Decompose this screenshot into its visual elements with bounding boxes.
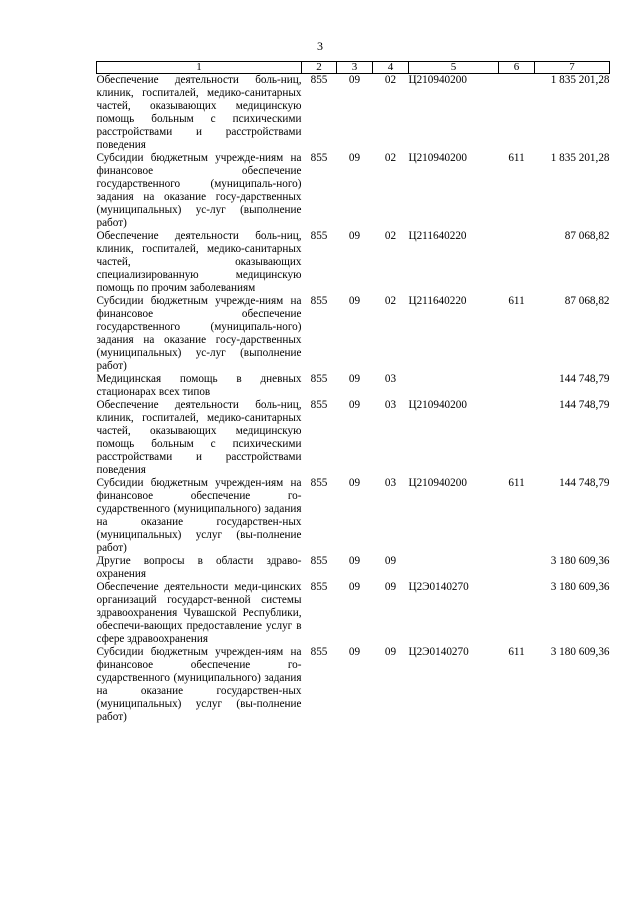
ministry-code: 855 — [310, 74, 328, 86]
subsection-code: 03 — [384, 399, 397, 411]
section-code: 09 — [348, 152, 361, 164]
expense-type-code: 611 — [508, 646, 525, 658]
amount: 87 068,82 — [564, 230, 610, 242]
ministry-code: 855 — [310, 152, 328, 164]
target-article-code: Ц210940200 — [408, 152, 467, 164]
table-row — [97, 581, 610, 646]
expense-type-code — [499, 373, 535, 399]
section-code: 09 — [348, 295, 361, 307]
amount: 87 068,82 — [564, 295, 610, 307]
target-article-code: Ц210940200 — [408, 399, 467, 411]
amount: 144 748,79 — [559, 399, 610, 411]
column-header-7: 7 — [535, 62, 610, 74]
amount: 144 748,79 — [559, 477, 610, 489]
ministry-code: 855 — [310, 646, 328, 658]
table-row — [97, 477, 610, 555]
section-code: 09 — [348, 646, 361, 658]
subsection-code: 09 — [384, 581, 397, 593]
row-name: Субсидии бюджетным учрежден-иям на финансовое обеспечение го-сударственного (муниципального) задания на оказание государствен-ных (муниципальных) услуг (вы-полнение работ) — [96, 646, 302, 723]
table-row — [97, 295, 610, 373]
column-header-3: 3 — [337, 62, 373, 74]
expense-type-code — [499, 74, 535, 153]
table-row — [97, 230, 610, 295]
table-row — [97, 373, 610, 399]
row-name: Обеспечение деятельности меди-цинских организаций государст-венной системы здравоохранения Чувашской Республики, обеспечи-вающих предоставление услуг в сфере здравоохранения — [96, 581, 302, 645]
section-code: 09 — [348, 74, 361, 86]
subsection-code: 09 — [384, 646, 397, 658]
expense-type-code: 611 — [508, 477, 525, 489]
table-row — [97, 152, 610, 230]
target-article-code: Ц210940200 — [408, 74, 467, 86]
target-article-code: Ц2Э0140270 — [408, 646, 469, 658]
subsection-code: 03 — [384, 373, 397, 385]
row-name: Обеспечение деятельности боль-ниц, клиник, госпиталей, медико-санитарных частей, оказывающих медицинскую помощь больным с психическими расстройствами и расстройствами поведения — [96, 74, 302, 151]
row-name: Субсидии бюджетным учрежде-ниям на финансовое обеспечение государственного (муниципаль-ного) задания на оказание госу-дарственных (муниципальных) ус-луг (выполнение работ) — [96, 295, 302, 372]
ministry-code: 855 — [310, 295, 328, 307]
row-name: Другие вопросы в области здраво-охранения — [96, 555, 302, 580]
target-article-code — [409, 555, 499, 581]
subsection-code: 03 — [384, 477, 397, 489]
section-code: 09 — [348, 581, 361, 593]
amount: 3 180 609,36 — [550, 646, 610, 658]
amount: 1 835 201,28 — [550, 152, 610, 164]
subsection-code: 09 — [384, 555, 397, 567]
subsection-code: 02 — [384, 74, 397, 86]
amount: 3 180 609,36 — [550, 581, 610, 593]
target-article-code: Ц211640220 — [408, 230, 467, 242]
amount: 144 748,79 — [559, 373, 610, 385]
subsection-code: 02 — [384, 295, 397, 307]
expense-type-code — [499, 555, 535, 581]
row-name: Медицинская помощь в дневных стационарах всех типов — [96, 373, 302, 398]
ministry-code: 855 — [310, 373, 328, 385]
column-header-5: 5 — [409, 62, 499, 74]
ministry-code: 855 — [310, 581, 328, 593]
section-code: 09 — [348, 555, 361, 567]
column-header-1: 1 — [97, 62, 302, 74]
row-name: Субсидии бюджетным учрежде-ниям на финансовое обеспечение государственного (муниципаль-ного) задания на оказание госу-дарственных (муниципальных) ус-луг (выполнение работ) — [96, 152, 302, 229]
expense-type-code: 611 — [508, 295, 525, 307]
expense-type-code: 611 — [508, 152, 525, 164]
ministry-code: 855 — [310, 230, 328, 242]
subsection-code: 02 — [384, 152, 397, 164]
expense-type-code — [499, 399, 535, 477]
ministry-code: 855 — [310, 555, 328, 567]
section-code: 09 — [348, 477, 361, 489]
table-row — [97, 74, 610, 153]
row-name: Обеспечение деятельности боль-ниц, клиник, госпиталей, медико-санитарных частей, оказывающих специализированную медицинскую помощь по прочим заболеваниям — [96, 230, 302, 294]
table-row — [97, 646, 610, 724]
expense-type-code — [499, 581, 535, 646]
subsection-code: 02 — [384, 230, 397, 242]
row-name: Обеспечение деятельности боль-ниц, клиник, госпиталей, медико-санитарных частей, оказывающих медицинскую помощь больным с психическими расстройствами и расстройствами поведения — [96, 399, 302, 476]
ministry-code: 855 — [310, 399, 328, 411]
column-header-6: 6 — [499, 62, 535, 74]
amount: 1 835 201,28 — [550, 74, 610, 86]
budget-table — [96, 61, 610, 724]
section-code: 09 — [348, 399, 361, 411]
row-name: Субсидии бюджетным учрежден-иям на финансовое обеспечение го-сударственного (муниципального) задания на оказание государствен-ных (муниципальных) услуг (вы-полнение работ) — [96, 477, 302, 554]
section-code: 09 — [348, 373, 361, 385]
column-header-4: 4 — [373, 62, 409, 74]
target-article-code — [409, 373, 499, 399]
table-header-row — [97, 62, 610, 74]
amount: 3 180 609,36 — [550, 555, 610, 567]
target-article-code: Ц211640220 — [408, 295, 467, 307]
target-article-code: Ц210940200 — [408, 477, 467, 489]
table-row — [97, 399, 610, 477]
table-row — [97, 555, 610, 581]
section-code: 09 — [348, 230, 361, 242]
column-header-2: 2 — [302, 62, 337, 74]
expense-type-code — [499, 230, 535, 295]
page-number: 3 — [317, 39, 323, 53]
target-article-code: Ц2Э0140270 — [408, 581, 469, 593]
ministry-code: 855 — [310, 477, 328, 489]
